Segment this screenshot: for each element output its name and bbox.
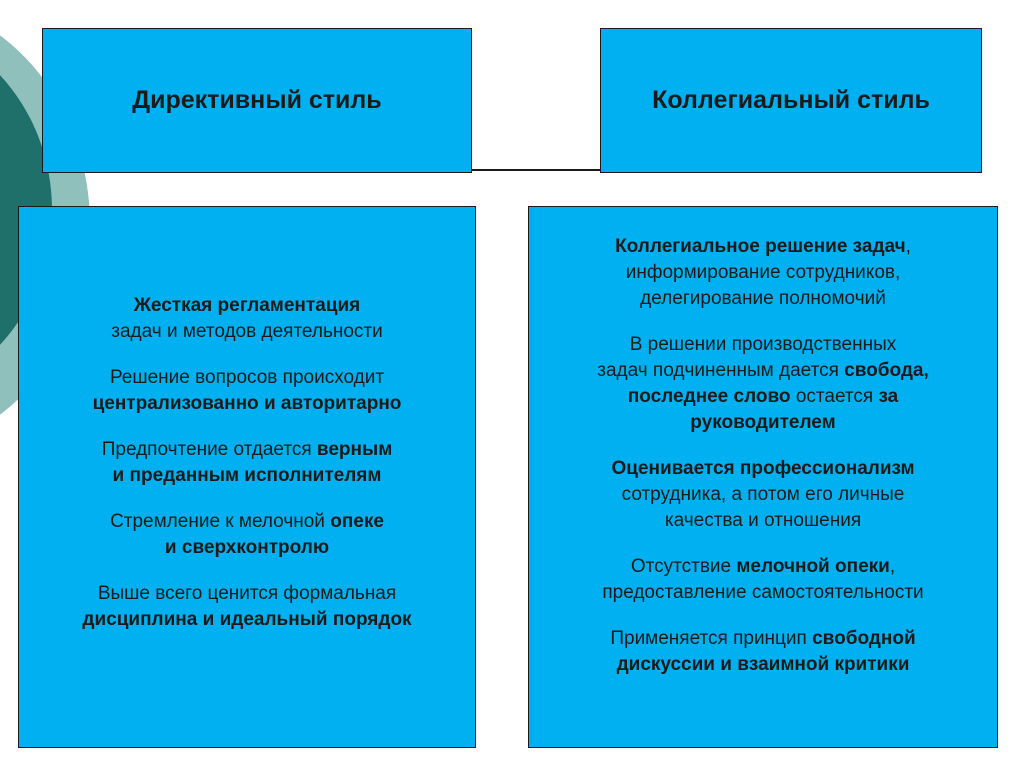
list-item xyxy=(19,437,475,489)
list-item xyxy=(19,581,475,633)
text: задач подчиненным дается xyxy=(597,360,845,381)
list-item xyxy=(19,293,475,345)
text-line xyxy=(529,384,997,410)
bold-text: опеке xyxy=(330,511,384,532)
bold-text: последнее слово xyxy=(627,386,791,407)
bold-text: верным xyxy=(316,439,393,460)
text: Выше всего ценится формальная xyxy=(97,583,397,604)
bold-text: Оценивается профессионализм xyxy=(611,458,915,479)
bold-text: и преданным исполнителям xyxy=(112,465,382,486)
bold-text: за xyxy=(878,386,899,407)
text-line xyxy=(529,456,997,482)
text-line xyxy=(529,332,997,358)
text-line xyxy=(529,626,997,652)
text: В решении производственных xyxy=(629,334,897,355)
text-line xyxy=(19,293,475,319)
text: делегирование полномочий xyxy=(640,288,886,309)
collegial-style-list xyxy=(529,234,997,698)
text: задач и методов деятельности xyxy=(111,321,383,342)
text-line xyxy=(529,482,997,508)
text-line xyxy=(19,437,475,463)
list-item xyxy=(529,234,997,312)
text-line xyxy=(529,286,997,312)
text-line xyxy=(529,554,997,580)
bold-text: и сверхконтролю xyxy=(164,537,330,558)
text: качества и отношения xyxy=(664,510,862,531)
collegial-style-title: Коллегиальный стиль xyxy=(652,86,930,114)
text: , xyxy=(889,556,896,577)
directive-style-title-box xyxy=(42,28,472,173)
bold-text: Коллегиальное решение задач xyxy=(615,236,906,257)
list-item xyxy=(19,509,475,561)
text-line xyxy=(19,463,475,489)
text: предоставление самостоятельности xyxy=(602,582,924,603)
text: Применяется принцип xyxy=(610,628,813,649)
text: , xyxy=(905,236,911,257)
text-line xyxy=(529,358,997,384)
list-item xyxy=(529,626,997,678)
list-item xyxy=(529,456,997,534)
text: информирование сотрудников, xyxy=(625,262,901,283)
collegial-style-title-box xyxy=(600,28,982,173)
text: Предпочтение отдается xyxy=(101,439,317,460)
text-line xyxy=(529,260,997,286)
bold-text: Жесткая регламентация xyxy=(133,295,361,316)
text-line xyxy=(529,652,997,678)
text: Стремление к мелочной xyxy=(110,511,331,532)
bold-text: свобода, xyxy=(844,360,929,381)
text-line xyxy=(529,508,997,534)
text-line xyxy=(19,391,475,417)
directive-style-list xyxy=(19,293,475,653)
text-line xyxy=(529,580,997,606)
connector-line xyxy=(472,169,600,171)
directive-style-title: Директивный стиль xyxy=(132,86,382,114)
list-item xyxy=(529,554,997,606)
text: Отсутствие xyxy=(630,556,737,577)
bold-text: руководителем xyxy=(690,412,836,433)
text-line xyxy=(529,234,997,260)
text-line xyxy=(19,581,475,607)
list-item xyxy=(19,365,475,417)
text: сотрудника, а потом его личные xyxy=(621,484,905,505)
text-line xyxy=(19,509,475,535)
bold-text: дискуссии и взаимной критики xyxy=(616,654,910,675)
bold-text: мелочной опеки xyxy=(736,556,890,577)
text-line xyxy=(19,319,475,345)
directive-style-panel xyxy=(18,206,476,748)
collegial-style-panel xyxy=(528,206,998,748)
text-line xyxy=(19,365,475,391)
text-line xyxy=(529,410,997,436)
bold-text: централизованно и авторитарно xyxy=(92,393,402,414)
text-line xyxy=(19,535,475,561)
list-item xyxy=(529,332,997,436)
text-line xyxy=(19,607,475,633)
text: Решение вопросов происходит xyxy=(109,367,385,388)
bold-text: свободной xyxy=(812,628,916,649)
bold-text: дисциплина и идеальный порядок xyxy=(82,609,412,630)
text: остается xyxy=(790,386,879,407)
